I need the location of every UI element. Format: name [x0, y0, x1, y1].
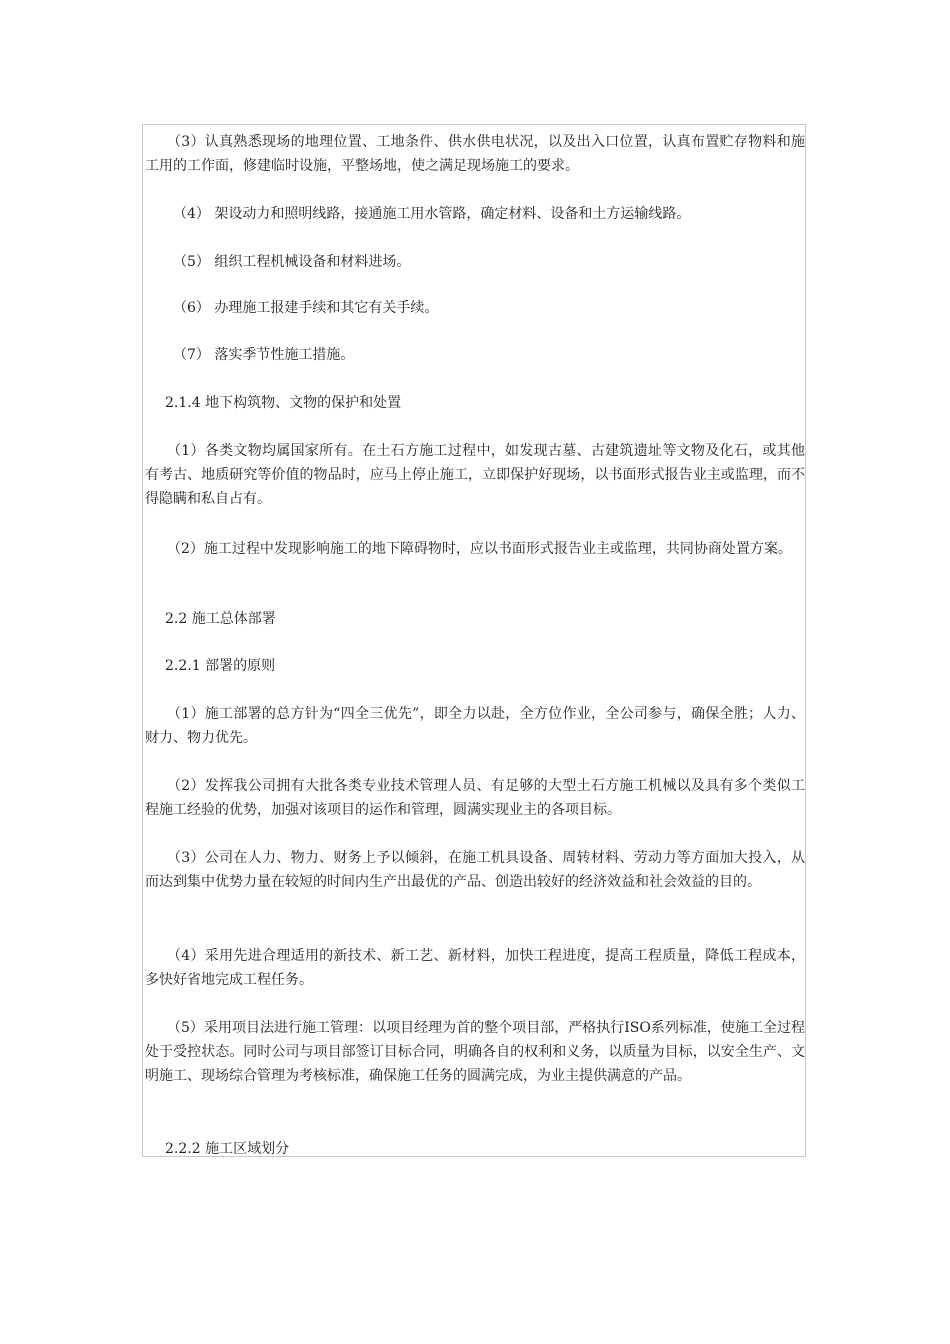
paragraph-seasonal-measures: （7） 落实季节性施工措施。 [173, 347, 355, 363]
section-heading-2-2: 2.2 施工总体部署 [165, 611, 276, 627]
section-heading-2-2-1: 2.2.1 部署的原则 [165, 658, 276, 674]
paragraph-permits: （6） 办理施工报建手续和其它有关手续。 [173, 300, 439, 316]
paragraph-deployment-policy: （1）施工部署的总方针为“四全三优先”，即全力以赴，全方位作业，全公司参与，确保全胜；人力、财力、物力优先。 [145, 706, 805, 746]
section-heading-2-2-2: 2.2.2 施工区域划分 [165, 1141, 290, 1157]
paragraph-company-advantages: （2）发挥我公司拥有大批各类专业技术管理人员、有足够的大型土石方施工机械以及具有多个类似工程施工经验的优势，加强对该项目的运作和管理，圆满实现业主的各项目标。 [145, 778, 805, 818]
paragraph-project-management: （5）采用项目法进行施工管理：以项目经理为首的整个项目部，严格执行ISO系列标准，使施工全过程处于受控状态。同时公司与项目部签订目标合同，明确各自的权利和义务，以质量为目标，以安全生产、文明施工、现场综合管理为考核标准，确保施工任务的圆满完成，为业主提供满意的产品。 [145, 1020, 805, 1084]
paragraph-new-technology: （4）采用先进合理适用的新技术、新工艺、新材料，加快工程进度，提高工程质量，降低工程成本，多快好省地完成工程任务。 [145, 948, 805, 988]
paragraph-site-familiarization: （3）认真熟悉现场的地理位置、工地条件、供水供电状况，以及出入口位置，认真布置贮存物料和施工用的工作面，修建临时设施，平整场地，使之满足现场施工的要求。 [145, 134, 805, 174]
paragraph-underground-obstacles: （2）施工过程中发现影响施工的地下障碍物时，应以书面形式报告业主或监理，共同协商处置方案。 [167, 541, 792, 557]
paragraph-resource-investment: （3）公司在人力、物力、财务上予以倾斜，在施工机具设备、周转材料、劳动力等方面加大投入，从而达到集中优势力量在较短的时间内生产出最优的产品、创造出较好的经济效益和社会效益的目的。 [145, 850, 805, 890]
document-frame [142, 124, 806, 1157]
section-heading-2-1-4: 2.1.4 地下构筑物、文物的保护和处置 [165, 395, 402, 411]
paragraph-cultural-relics: （1）各类文物均属国家所有。在土石方施工过程中，如发现古墓、古建筑遗址等文物及化石，或其他有考古、地质研究等价值的物品时，应马上停止施工，立即保护好现场，以书面形式报告业主或监理，而不得隐瞒和私自占有。 [145, 443, 805, 507]
paragraph-power-lines: （4） 架设动力和照明线路，接通施工用水管路，确定材料、设备和土方运输线路。 [173, 206, 691, 222]
paragraph-equipment-entry: （5） 组织工程机械设备和材料进场。 [173, 254, 411, 270]
